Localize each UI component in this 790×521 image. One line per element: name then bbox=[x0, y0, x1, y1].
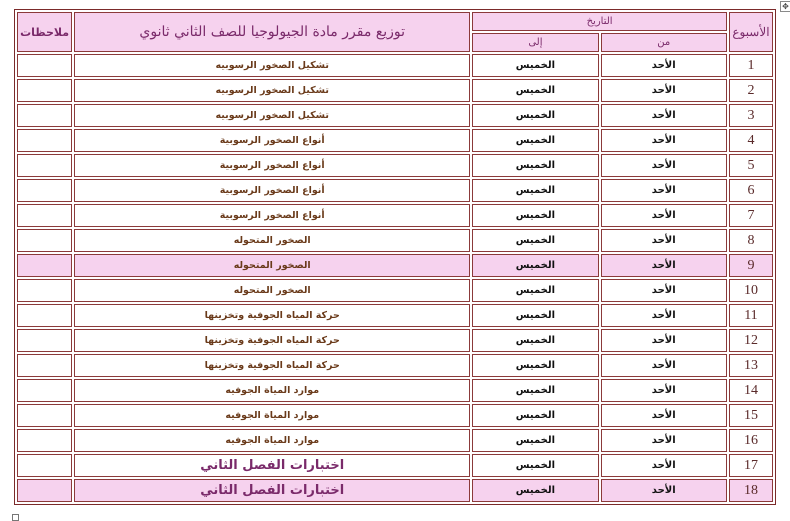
topic-cell[interactable]: حركة المياه الجوفية وتخزينها bbox=[74, 304, 470, 327]
notes-cell[interactable] bbox=[17, 79, 72, 102]
table-row bbox=[17, 279, 773, 302]
notes-cell[interactable] bbox=[17, 304, 72, 327]
to-day[interactable]: الخميس bbox=[472, 254, 598, 277]
to-day[interactable]: الخميس bbox=[472, 79, 598, 102]
notes-cell[interactable] bbox=[17, 479, 72, 502]
week-number[interactable]: 1 bbox=[729, 54, 773, 77]
week-number[interactable]: 16 bbox=[729, 429, 773, 452]
to-day[interactable]: الخميس bbox=[472, 154, 598, 177]
to-day[interactable]: الخميس bbox=[472, 54, 598, 77]
week-number[interactable]: 18 bbox=[729, 479, 773, 502]
curriculum-table bbox=[14, 9, 776, 505]
week-number[interactable]: 6 bbox=[729, 179, 773, 202]
page-title[interactable]: توزيع مقرر مادة الجيولوجيا للصف الثاني ثانوي bbox=[74, 12, 470, 52]
notes-cell[interactable] bbox=[17, 279, 72, 302]
from-day[interactable]: الأحد bbox=[601, 429, 727, 452]
from-day[interactable]: الأحد bbox=[601, 379, 727, 402]
from-day[interactable]: الأحد bbox=[601, 104, 727, 127]
table-move-handle-icon[interactable]: ✥ bbox=[780, 1, 790, 12]
week-number[interactable]: 2 bbox=[729, 79, 773, 102]
from-day[interactable]: الأحد bbox=[601, 354, 727, 377]
header-week[interactable]: الأسبوع bbox=[729, 12, 773, 52]
notes-cell[interactable] bbox=[17, 429, 72, 452]
notes-cell[interactable] bbox=[17, 229, 72, 252]
from-day[interactable]: الأحد bbox=[601, 454, 727, 477]
to-day[interactable]: الخميس bbox=[472, 479, 598, 502]
week-number[interactable]: 17 bbox=[729, 454, 773, 477]
from-day[interactable]: الأحد bbox=[601, 79, 727, 102]
table-row bbox=[17, 204, 773, 227]
to-day[interactable]: الخميس bbox=[472, 304, 598, 327]
table-row bbox=[17, 154, 773, 177]
from-day[interactable]: الأحد bbox=[601, 129, 727, 152]
notes-cell[interactable] bbox=[17, 254, 72, 277]
table-row bbox=[17, 129, 773, 152]
to-day[interactable]: الخميس bbox=[472, 379, 598, 402]
from-day[interactable]: الأحد bbox=[601, 154, 727, 177]
to-day[interactable]: الخميس bbox=[472, 429, 598, 452]
from-day[interactable]: الأحد bbox=[601, 254, 727, 277]
from-day[interactable]: الأحد bbox=[601, 229, 727, 252]
from-day[interactable]: الأحد bbox=[601, 404, 727, 427]
table-resize-handle[interactable] bbox=[12, 514, 19, 521]
topic-cell[interactable]: حركة المياه الجوفية وتخزينها bbox=[74, 329, 470, 352]
header-notes[interactable]: ملاحظات bbox=[17, 12, 72, 52]
table-row bbox=[17, 254, 773, 277]
notes-cell[interactable] bbox=[17, 104, 72, 127]
to-day[interactable]: الخميس bbox=[472, 279, 598, 302]
topic-cell[interactable]: أنواع الصخور الرسوبية bbox=[74, 204, 470, 227]
topic-cell[interactable]: الصخور المتحوله bbox=[74, 279, 470, 302]
week-number[interactable]: 4 bbox=[729, 129, 773, 152]
to-day[interactable]: الخميس bbox=[472, 329, 598, 352]
table-row bbox=[17, 179, 773, 202]
notes-cell[interactable] bbox=[17, 454, 72, 477]
notes-cell[interactable] bbox=[17, 154, 72, 177]
topic-cell[interactable]: الصخور المتحوله bbox=[74, 254, 470, 277]
table-row bbox=[17, 354, 773, 377]
topic-cell[interactable]: تشكيل الصخور الرسوبيه bbox=[74, 79, 470, 102]
notes-cell[interactable] bbox=[17, 204, 72, 227]
topic-cell[interactable]: تشكيل الصخور الرسوبيه bbox=[74, 104, 470, 127]
topic-cell[interactable]: تشكيل الصخور الرسوبيه bbox=[74, 54, 470, 77]
from-day[interactable]: الأحد bbox=[601, 54, 727, 77]
table-row bbox=[17, 304, 773, 327]
table-row bbox=[17, 329, 773, 352]
topic-cell[interactable]: موارد المياة الجوفيه bbox=[74, 379, 470, 402]
topic-cell[interactable]: أنواع الصخور الرسوبية bbox=[74, 179, 470, 202]
notes-cell[interactable] bbox=[17, 179, 72, 202]
topic-cell[interactable]: أنواع الصخور الرسوبية bbox=[74, 154, 470, 177]
table-row bbox=[17, 54, 773, 77]
notes-cell[interactable] bbox=[17, 329, 72, 352]
table-row bbox=[17, 229, 773, 252]
to-day[interactable]: الخميس bbox=[472, 454, 598, 477]
header-from[interactable]: من bbox=[601, 33, 727, 52]
topic-cell[interactable]: اختبارات الفصل الثاني bbox=[74, 454, 470, 477]
table-row bbox=[17, 79, 773, 102]
to-day[interactable]: الخميس bbox=[472, 229, 598, 252]
topic-cell[interactable]: حركة المياه الجوفية وتخزينها bbox=[74, 354, 470, 377]
notes-cell[interactable] bbox=[17, 404, 72, 427]
week-number[interactable]: 5 bbox=[729, 154, 773, 177]
week-number[interactable]: 12 bbox=[729, 329, 773, 352]
week-number[interactable]: 7 bbox=[729, 204, 773, 227]
to-day[interactable]: الخميس bbox=[472, 179, 598, 202]
table-row bbox=[17, 479, 773, 502]
to-day[interactable]: الخميس bbox=[472, 129, 598, 152]
from-day[interactable]: الأحد bbox=[601, 204, 727, 227]
table-row bbox=[17, 404, 773, 427]
from-day[interactable]: الأحد bbox=[601, 279, 727, 302]
table-row bbox=[17, 429, 773, 452]
table-row bbox=[17, 104, 773, 127]
notes-cell[interactable] bbox=[17, 379, 72, 402]
from-day[interactable]: الأحد bbox=[601, 329, 727, 352]
table-row bbox=[17, 379, 773, 402]
week-number[interactable]: 13 bbox=[729, 354, 773, 377]
week-number[interactable]: 8 bbox=[729, 229, 773, 252]
week-number[interactable]: 14 bbox=[729, 379, 773, 402]
to-day[interactable]: الخميس bbox=[472, 354, 598, 377]
table-row bbox=[17, 454, 773, 477]
header-row bbox=[17, 12, 773, 31]
topic-cell[interactable]: أنواع الصخور الرسوبية bbox=[74, 129, 470, 152]
header-date[interactable]: التاريخ bbox=[472, 12, 727, 31]
week-number[interactable]: 9 bbox=[729, 254, 773, 277]
from-day[interactable]: الأحد bbox=[601, 304, 727, 327]
topic-cell[interactable]: اختبارات الفصل الثاني bbox=[74, 479, 470, 502]
from-day[interactable]: الأحد bbox=[601, 179, 727, 202]
to-day[interactable]: الخميس bbox=[472, 104, 598, 127]
to-day[interactable]: الخميس bbox=[472, 204, 598, 227]
topic-cell[interactable]: موارد المياة الجوفيه bbox=[74, 429, 470, 452]
to-day[interactable]: الخميس bbox=[472, 404, 598, 427]
topic-cell[interactable]: موارد المياة الجوفيه bbox=[74, 404, 470, 427]
notes-cell[interactable] bbox=[17, 354, 72, 377]
week-number[interactable]: 3 bbox=[729, 104, 773, 127]
week-number[interactable]: 10 bbox=[729, 279, 773, 302]
week-number[interactable]: 11 bbox=[729, 304, 773, 327]
header-to[interactable]: إلى bbox=[472, 33, 598, 52]
topic-cell[interactable]: الصخور المتحوله bbox=[74, 229, 470, 252]
notes-cell[interactable] bbox=[17, 54, 72, 77]
from-day[interactable]: الأحد bbox=[601, 479, 727, 502]
notes-cell[interactable] bbox=[17, 129, 72, 152]
week-number[interactable]: 15 bbox=[729, 404, 773, 427]
